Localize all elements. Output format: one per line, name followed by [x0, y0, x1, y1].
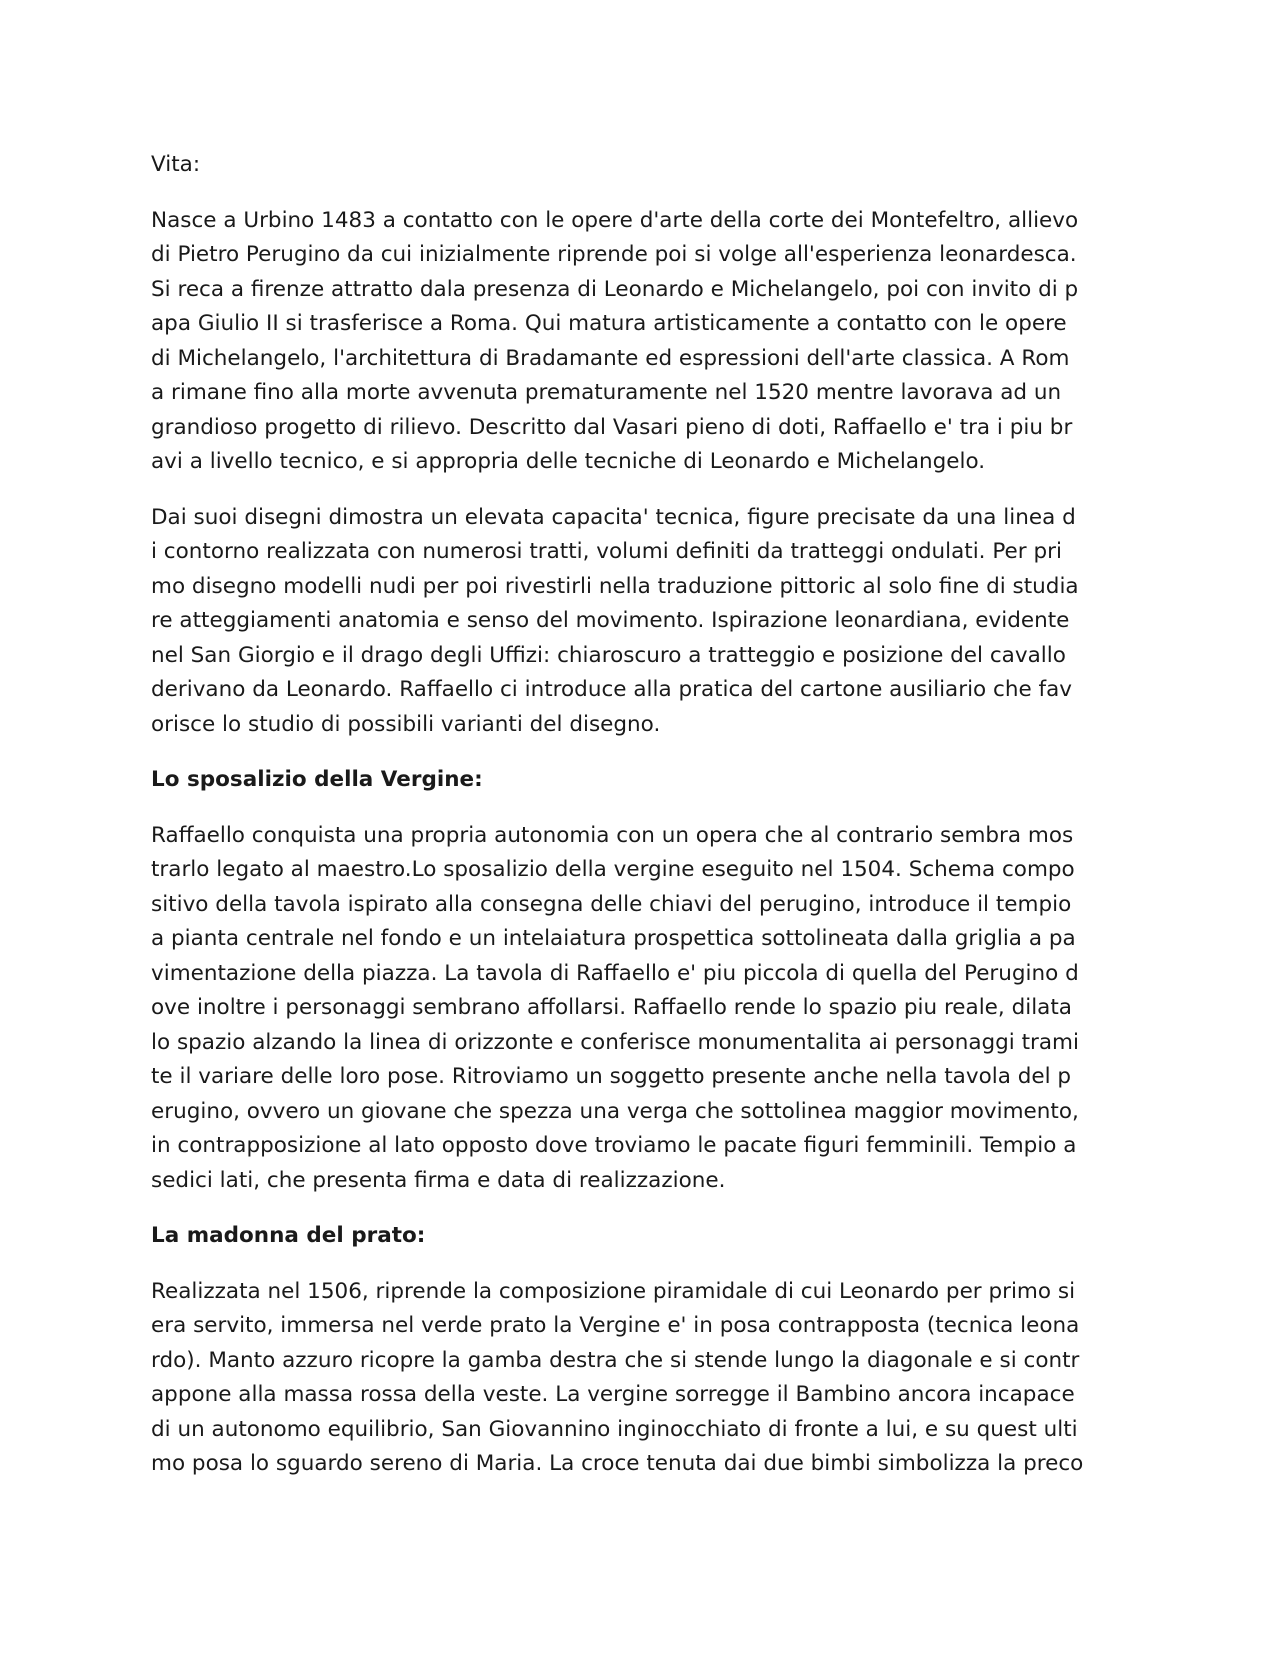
text-line: a rimane fino alla morte avvenuta prematuramente nel 1520 mentre lavorava ad un — [151, 380, 1062, 405]
section-heading: Lo sposalizio della Vergine: — [151, 767, 483, 792]
sposalizio-paragraph — [151, 819, 1141, 1199]
document-page — [151, 148, 1141, 1503]
text-line: vimentazione della piazza. La tavola di Raffaello e' piu piccola di quella del Perugino d — [151, 960, 1079, 986]
text-line: era servito, immersa nel verde prato la Vergine e' in posa contrapposta (tecnica leona — [151, 1313, 1080, 1338]
text-line: i contorno realizzata con numerosi tratti, volumi definiti da tratteggi ondulati. Per pri — [151, 539, 1062, 564]
text-line: in contrapposizione al lato opposto dove troviamo le pacate figuri femminili. Tempio a — [151, 1133, 1077, 1158]
text-line: nel San Giorgio e il drago degli Uffizi: chiaroscuro a tratteggio e posizione del cavallo — [151, 642, 1066, 668]
text-line: sitivo della tavola ispirato alla consegna delle chiavi del perugino, introduce il tempio — [151, 891, 1072, 917]
section-sposalizio-heading — [151, 763, 1141, 798]
section-heading: La madonna del prato: — [151, 1223, 426, 1248]
text-line: mo disegno modelli nudi per poi rivestirli nella traduzione pittoric al solo fine di studia — [151, 573, 1079, 599]
text-line: a pianta centrale nel fondo e un intelaiatura prospettica sottolineata dalla griglia a pa — [151, 926, 1076, 951]
text-line: di Pietro Perugino da cui inizialmente riprende poi si volge all'esperienza leonardesca. — [151, 242, 1077, 267]
text-line: re atteggiamenti anatomia e senso del movimento. Ispirazione leonardiana, evidente — [151, 608, 1070, 633]
vita-label: Vita: — [151, 152, 201, 177]
text-line: di Michelangelo, l'architettura di Bradamante ed espressioni dell'arte classica. A Rom — [151, 345, 1070, 371]
text-line: orisce lo studio di possibili varianti del disegno. — [151, 711, 661, 737]
text-line: avi a livello tecnico, e si appropria delle tecniche di Leonardo e Michelangelo. — [151, 449, 986, 474]
text-line: Raffaello conquista una propria autonomia con un opera che al contrario sembra mos — [151, 822, 1074, 848]
text-line: rdo). Manto azzuro ricopre la gamba destra che si stende lungo la diagonale e si contr — [151, 1347, 1080, 1373]
vita-paragraph-2 — [151, 501, 1141, 743]
text-line: Dai suoi disegni dimostra un elevata capacita' tecnica, figure precisate da una linea d — [151, 504, 1076, 530]
text-line: Si reca a firenze attratto dala presenza di Leonardo e Michelangelo, poi con invito di p — [151, 276, 1079, 302]
text-line: Realizzata nel 1506, riprende la composizione piramidale di cui Leonardo per primo si — [151, 1278, 1076, 1304]
text-line: grandioso progetto di rilievo. Descritto dal Vasari pieno di doti, Raffaello e' tra i piu br — [151, 414, 1073, 440]
text-line: sedici lati, che presenta firma e data di realizzazione. — [151, 1167, 726, 1193]
madonna-paragraph — [151, 1275, 1141, 1482]
text-line: trarlo legato al maestro.Lo sposalizio della vergine eseguito nel 1504. Schema compo — [151, 857, 1075, 882]
text-line: ove inoltre i personaggi sembrano affollarsi. Raffaello rende lo spazio piu reale, dilata — [151, 995, 1072, 1020]
text-line: apa Giulio II si trasferisce a Roma. Qui matura artisticamente a contatto con le opere — [151, 311, 1067, 336]
text-line: appone alla massa rossa della veste. La vergine sorregge il Bambino ancora incapace — [151, 1382, 1075, 1407]
section-madonna-heading — [151, 1219, 1141, 1254]
text-line: erugino, ovvero un giovane che spezza una verga che sottolinea maggior movimento, — [151, 1098, 1079, 1124]
section-vita-label — [151, 148, 1141, 183]
text-line: derivano da Leonardo. Raffaello ci introduce alla pratica del cartone ausiliario che fav — [151, 677, 1073, 702]
vita-paragraph-1 — [151, 204, 1141, 480]
text-line: te il variare delle loro pose. Ritroviamo un soggetto presente anche nella tavola del p — [151, 1064, 1072, 1089]
text-line: di un autonomo equilibrio, San Giovannino inginocchiato di fronte a lui, e su quest ulti — [151, 1416, 1078, 1442]
text-line: mo posa lo sguardo sereno di Maria. La croce tenuta dai due bimbi simbolizza la preco — [151, 1451, 1084, 1476]
text-line: Nasce a Urbino 1483 a contatto con le opere d'arte della corte dei Montefeltro, allievo — [151, 207, 1079, 233]
text-line: lo spazio alzando la linea di orizzonte e conferisce monumentalita ai personaggi trami — [151, 1029, 1079, 1055]
